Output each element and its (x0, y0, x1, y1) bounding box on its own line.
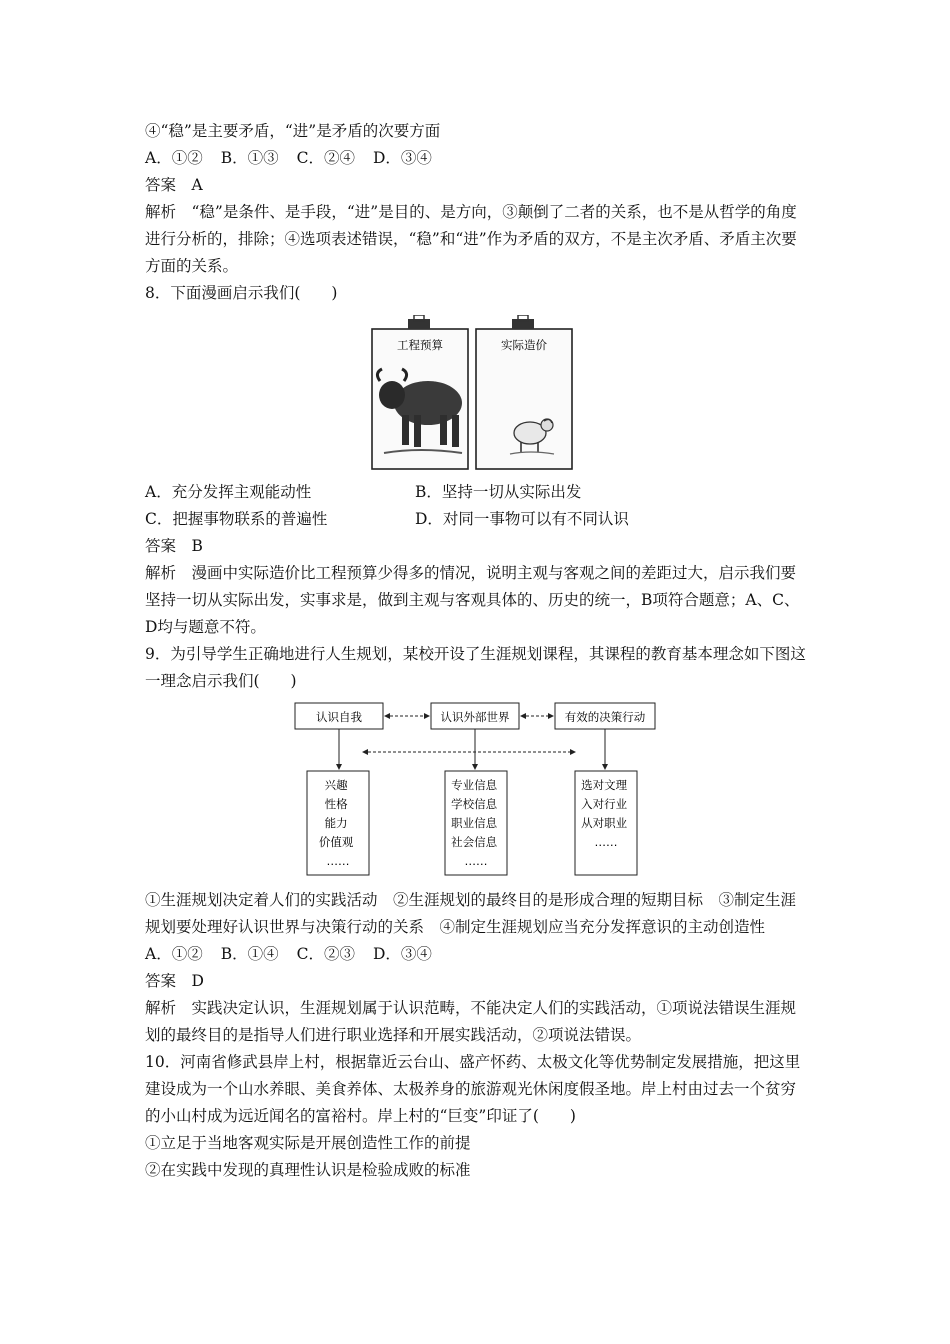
box-world-label: 认识外部世界 (440, 710, 510, 724)
q8-options-row-1 (145, 479, 810, 506)
world-detail-text: 专业信息 学校信息 职业信息 社会信息 …… (451, 778, 498, 868)
action-detail-text: 选对文理 入对行业 从对职业 …… (581, 778, 628, 849)
q7-answer: 答案 A (145, 176, 203, 194)
q9-options (145, 941, 810, 968)
document-page (145, 118, 810, 1184)
clip-icon (512, 315, 534, 329)
q10-stem: 10．河南省修武县岸上村，根据靠近云台山、盛产怀药、太极文化等优势制定发展措施，把这里建设成为一个山水养眼、美食养体、太极养身的旅游观光休闲度假圣地。岸上村由过去一个贫穷的小山村成为远近闻名的富裕村。岸上村的“巨变”印证了( ) (145, 1053, 801, 1125)
left-panel-title: 工程预算 (397, 338, 443, 352)
q10-statement-2: ②在实践中发现的真理性认识是检验成败的标准 (145, 1161, 471, 1179)
q7-option-c: C．②④ (296, 149, 355, 167)
box-action-label: 有效的决策行动 (564, 710, 646, 724)
right-panel-title: 实际造价 (501, 338, 547, 352)
q9-option-d: D．③④ (372, 945, 432, 963)
q9-answer: 答案 D (145, 972, 204, 990)
q8-option-d: D．对同一事物可以有不同认识 (415, 510, 629, 528)
q7-option-b: B．①③ (220, 149, 279, 167)
q8-cartoon (370, 315, 576, 471)
q9-statements: ①生涯规划决定着人们的实践活动 ②生涯规划的最终目的是形成合理的短期目标 ③制定生涯规划要处理好认识世界与决策行动的关系 ④制定生涯规划应当充分发挥意识的主动创造性 (145, 891, 797, 936)
q7-statement-4: ④“稳”是主要矛盾，“进”是矛盾的次要方面 (145, 122, 441, 140)
q7-analysis: 解析 “稳”是条件、是手段，“进”是目的、是方向，③颠倒了二者的关系，也不是从哲学的角度进行分析的，排除；④选项表述错误，“稳”和“进”作为矛盾的双方，不是主次矛盾、矛盾主次要方面的关系。 (145, 203, 797, 275)
q8-analysis: 解析 漫画中实际造价比工程预算少得多的情况，说明主观与客观之间的差距过大，启示我们要坚持一切从实际出发，实事求是，做到主观与客观具体的、历史的统一，B项符合题意；A、C、D均与题意不符。 (145, 564, 800, 636)
self-detail-text: 兴趣 性格 能力 价值观 …… (318, 778, 354, 868)
box-self-label: 认识自我 (316, 710, 362, 724)
q9-option-a: A．①② (145, 945, 203, 963)
q7-option-d: D．③④ (372, 149, 432, 167)
clip-icon (408, 315, 430, 329)
q9-option-b: B．①④ (220, 945, 279, 963)
q7-options (145, 145, 810, 172)
q8-option-a: A．充分发挥主观能动性 (145, 483, 312, 501)
q8-option-b: B．坚持一切从实际出发 (415, 483, 582, 501)
q8-answer: 答案 B (145, 537, 203, 555)
q9-analysis: 解析 实践决定认识，生涯规划属于认识范畴，不能决定人们的实践活动，①项说法错误生涯规划的最终目的是指导人们进行职业选择和开展实践活动，②项说法错误。 (145, 999, 797, 1044)
q8-options-row-2 (145, 506, 810, 533)
q7-option-a: A．①② (145, 149, 203, 167)
q9-diagram (293, 701, 673, 879)
q9-stem: 9．为引导学生正确地进行人生规划，某校开设了生涯规划课程，其课程的教育基本理念如下图这一理念启示我们( ) (145, 645, 806, 690)
q10-statement-1: ①立足于当地客观实际是开展创造性工作的前提 (145, 1134, 471, 1152)
q8-option-c: C．把握事物联系的普遍性 (145, 510, 328, 528)
q9-option-c: C．②③ (296, 945, 355, 963)
q8-stem: 8．下面漫画启示我们( ) (145, 284, 338, 302)
